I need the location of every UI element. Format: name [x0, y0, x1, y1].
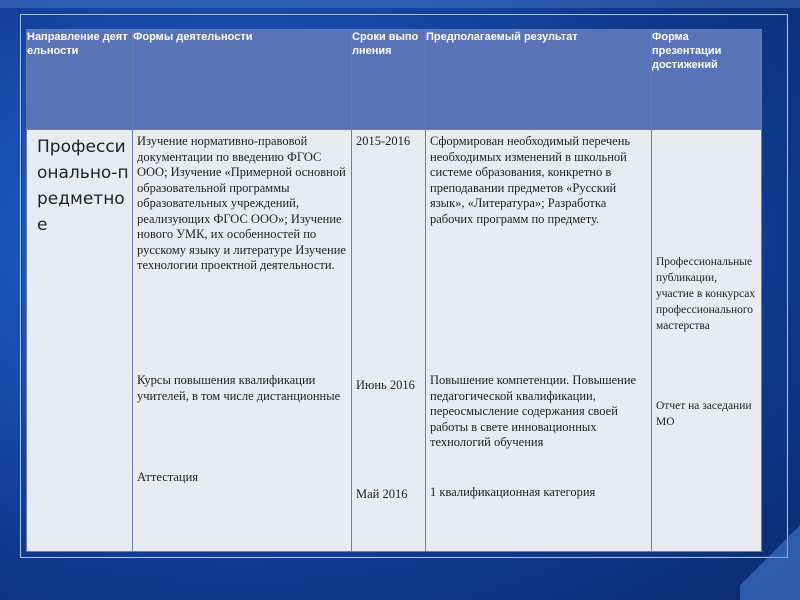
header-direction: Направление деятельности — [27, 30, 133, 130]
results-block-1: Сформирован необходимый перечень необходимых изменений в школьной системе образования, конкретно в преподавании предметов «Русский язык», «Литература»; Разработка рабочих программ по предмету. — [430, 134, 631, 226]
terms-block-3: Май 2016 — [356, 487, 408, 501]
forms-cell — [133, 130, 352, 552]
terms-cell — [352, 130, 426, 552]
direction-cell: Профессионально-предметное — [27, 130, 133, 552]
results-block-3: 1 квалификационная категория — [430, 485, 596, 499]
header-results: Предполагаемый результат — [426, 30, 652, 130]
forms-block-2: Курсы повышения квалификации учителей, в том числе дистанционные — [137, 373, 341, 403]
header-presentation: Форма презентации достижений — [652, 30, 762, 130]
presentation-cell — [652, 130, 762, 552]
header-forms: Формы деятельности — [133, 30, 352, 130]
terms-block-2: Июнь 2016 — [356, 378, 415, 392]
top-strip — [0, 0, 800, 8]
presentation-block-1: Профессиональные публикации, участие в конкурсах профессионального мастерства — [656, 256, 756, 332]
forms-block-3: Аттестация — [137, 470, 199, 484]
terms-block-1: 2015-2016 — [356, 134, 411, 148]
results-block-2: Повышение компетенции. Повышение педагогической квалификации, переосмысление содержания своей работы в свете инновационных технологий обучения — [430, 373, 637, 449]
presentation-block-2: Отчет на заседании МО — [656, 400, 752, 428]
plan-table — [26, 29, 762, 552]
results-cell — [426, 130, 652, 552]
forms-block-1: Изучение нормативно-правовой документации по введению ФГОС ООО; Изучение «Примерной основной образовательной программы образовательных учреждений, реализующих ФГОС ООО»; Изучение нового УМК, их особенностей по русскому языку и литературе Изучение технологии проектной деятельности. — [137, 134, 346, 272]
table-row — [27, 130, 762, 552]
header-terms: Сроки выполнения — [352, 30, 426, 130]
header-row — [27, 30, 762, 130]
